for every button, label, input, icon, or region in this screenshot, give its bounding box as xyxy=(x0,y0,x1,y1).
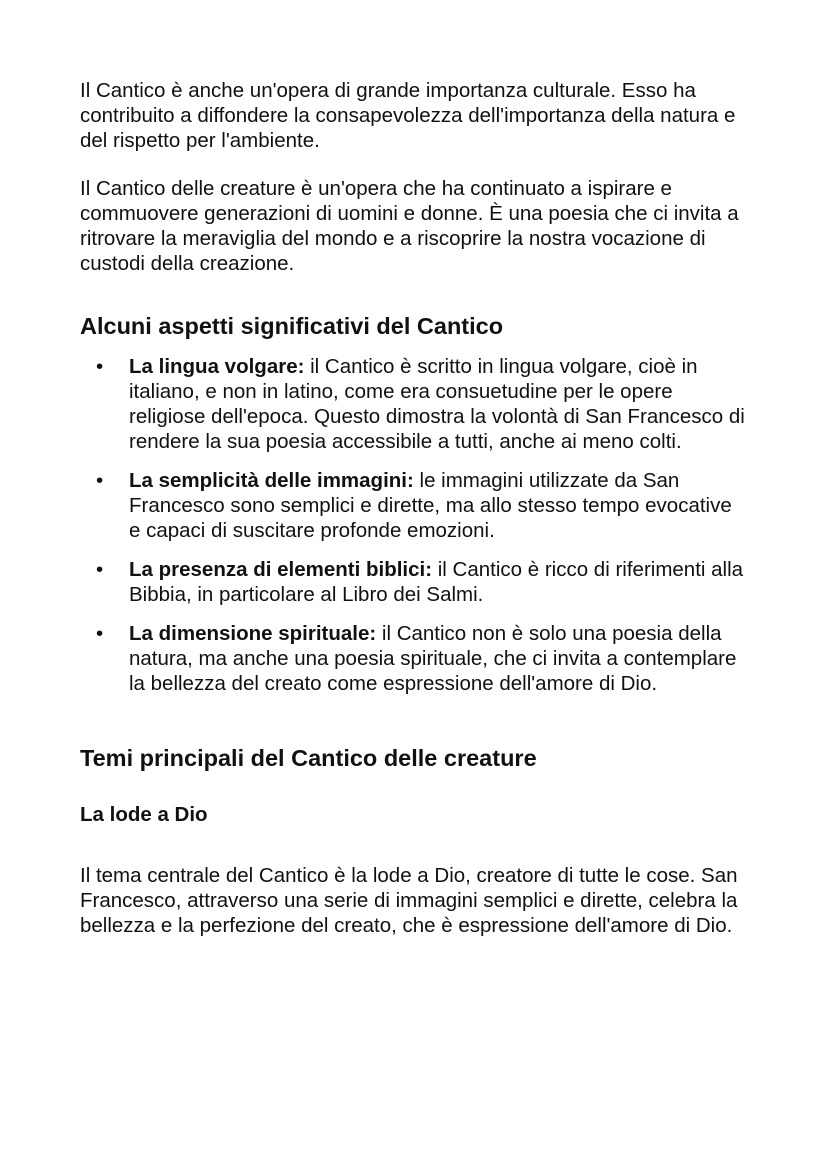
section-heading-aspects: Alcuni aspetti significativi del Cantico xyxy=(80,313,504,339)
list-item xyxy=(80,621,748,696)
bullet-icon: • xyxy=(96,622,104,645)
list-item xyxy=(80,557,748,607)
list-item-term: La dimensione spirituale: xyxy=(129,622,377,645)
list-item xyxy=(80,354,748,454)
bullet-icon: • xyxy=(96,558,104,581)
bullet-icon: • xyxy=(96,355,104,378)
themes-paragraph: Il tema centrale del Cantico è la lode a Dio, creatore di tutte le cose. San Francesco, attraverso una serie di immagini semplici e dirette, celebra la bellezza e la perfezione del creato, che è espressione dell'amore di Dio. xyxy=(80,864,738,937)
list-item-term: La semplicità delle immagini: xyxy=(129,469,414,492)
list-item-term: La lingua volgare: xyxy=(129,355,305,378)
list-item-text: il Cantico non è solo una poesia della natura, ma anche una poesia spirituale, che ci invita a contemplare la bellezza del creato come espressione dell'amore di Dio. xyxy=(129,622,737,695)
list-item-text: le immagini utilizzate da San Francesco sono semplici e dirette, ma allo stesso tempo evocative e capaci di suscitare profonde emozioni. xyxy=(129,469,732,542)
intro-paragraph-cultural-importance: Il Cantico è anche un'opera di grande importanza culturale. Esso ha contribuito a diffondere la consapevolezza dell'importanza della natura e del rispetto per l'ambiente. xyxy=(80,79,736,152)
section-heading-themes: Temi principali del Cantico delle creature xyxy=(80,745,537,771)
list-item-term: La presenza di elementi biblici: xyxy=(129,558,433,581)
list-item-text: il Cantico è ricco di riferimenti alla Bibbia, in particolare al Libro dei Salmi. xyxy=(129,558,744,606)
aspects-list xyxy=(80,354,748,696)
list-item-text: il Cantico è scritto in lingua volgare, cioè in italiano, e non in latino, come era consuetudine per le opere religiose dell'epoca. Questo dimostra la volontà di San Francesco di rendere la sua poesia accessibile a tutti, anche ai meno colti. xyxy=(129,355,745,453)
intro-paragraph-inspiration: Il Cantico delle creature è un'opera che ha continuato a ispirare e commuovere generazioni di uomini e donne. È una poesia che ci invita a ritrovare la meraviglia del mondo e a riscoprire la nostra vocazione di custodi della creazione. xyxy=(80,177,739,275)
bullet-icon: • xyxy=(96,469,104,492)
subheading-praise-to-god: La lode a Dio xyxy=(80,803,208,826)
list-item xyxy=(80,468,748,543)
